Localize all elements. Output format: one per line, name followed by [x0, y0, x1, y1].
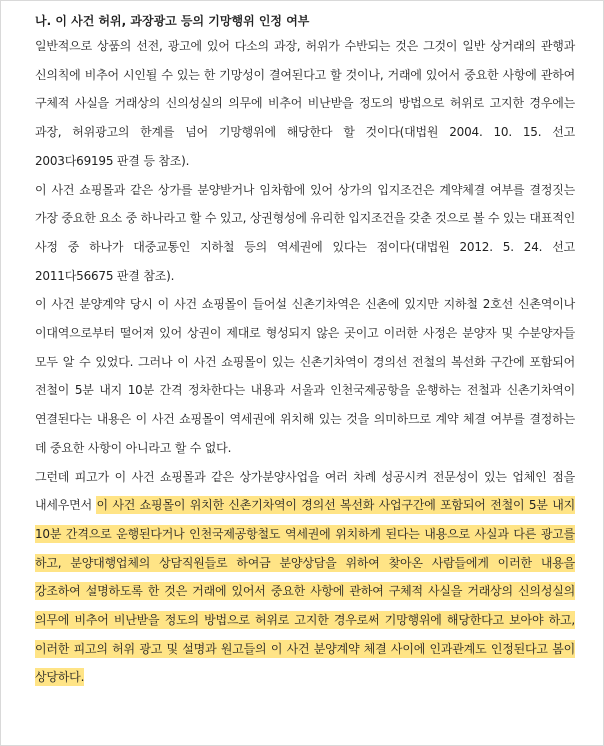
paragraph-1: 일반적으로 상품의 선전, 광고에 있어 다소의 과장, 허위가 수반되는 것은 그것이 일반 상거래의 관행과 신의칙에 비추어 시인될 수 있는 한 기망성이 결여된다고 할 것이나, 거래에 있어서 중요한 사항에 관하여 구체적 사실을 거래상의 신의성실의 의무에 비추어 비난받을 정도의 방법으로 허위로 고지한 경우에는 과장, 허위광고의 한계를 넘어 기망행위에 해당한다 할 것이다(대법원 2004. 10. 15. 선고 2003다69195 판결 등 참조). — [35, 39, 575, 168]
paragraph-3: 이 사건 분양계약 당시 이 사건 쇼핑몰이 들어설 신촌기차역은 신촌에 있지만 지하철 2호선 신촌역이나 이대역으로부터 떨어져 있어 상권이 제대로 형성되지 않은 곳이고 이러한 사정은 분양자 및 수분양자들 모두 알 수 있었다. 그러나 이 사건 쇼핑몰이 있는 신촌기차역이 경의선 전철의 복선화 구간에 포함되어 전철이 5분 내지 10분 간격 정차한다는 내용과 서울과 인천국제공항을 운행하는 전철과 신촌기차역이 연결된다는 내용은 이 사건 쇼핑몰이 역세권에 위치해 있는 것을 의미하므로 계약 체결 여부를 결정하는 데 중요한 사항이 아니라고 할 수 없다. — [35, 297, 575, 455]
paragraph-2: 이 사건 쇼핑몰과 같은 상가를 분양받거나 임차함에 있어 상가의 입지조건은 계약체결 여부를 결정짓는 가장 중요한 요소 중 하나라고 할 수 있고, 상권형성에 유리한 입지조건을 갖춘 것으로 볼 수 있는 대표적인 사정 중 하나가 대중교통인 지하철 등의 역세권에 있다는 점이다(대법원 2012. 5. 24. 선고 2011다56675 판결 참조). — [35, 182, 575, 283]
document-body — [35, 11, 575, 692]
highlighted-text: 이 사건 쇼핑몰이 위치한 신촌기차역이 경의선 복선화 사업구간에 포함되어 전철이 5분 내지 10분 간격으로 운행된다거나 인천국제공항철도 역세권에 위치하게 된다는 내용으로 사실과 다른 광고를 하고, 분양대행업체의 상담직원들로 하여금 분양상담을 위하여 찾아온 사람들에게 이러한 내용을 강조하여 설명하도록 한 것은 거래에 있어서 중요한 사항에 관하여 구체적 사실을 거래상의 신의성실의 의무에 비추어 비난받을 정도의 방법으로 허위로 고지한 경우로써 기망행위에 해당한다고 보아야 하고, 이러한 피고의 허위 광고 및 설명과 원고들의 이 사건 분양계약 체결 사이에 인과관계도 인정된다고 봄이 상당하다. — [35, 498, 575, 685]
section-heading: 나. 이 사건 허위, 과장광고 등의 기망행위 인정 여부 — [35, 14, 310, 28]
paragraph-4-plain-text: 그런데 피고가 이 사건 쇼핑몰과 같은 상가분양사업을 여러 차례 성공시켜 전문성이 있는 업체인 점을 내세우면서 — [35, 469, 575, 513]
paragraph-4 — [35, 463, 575, 693]
